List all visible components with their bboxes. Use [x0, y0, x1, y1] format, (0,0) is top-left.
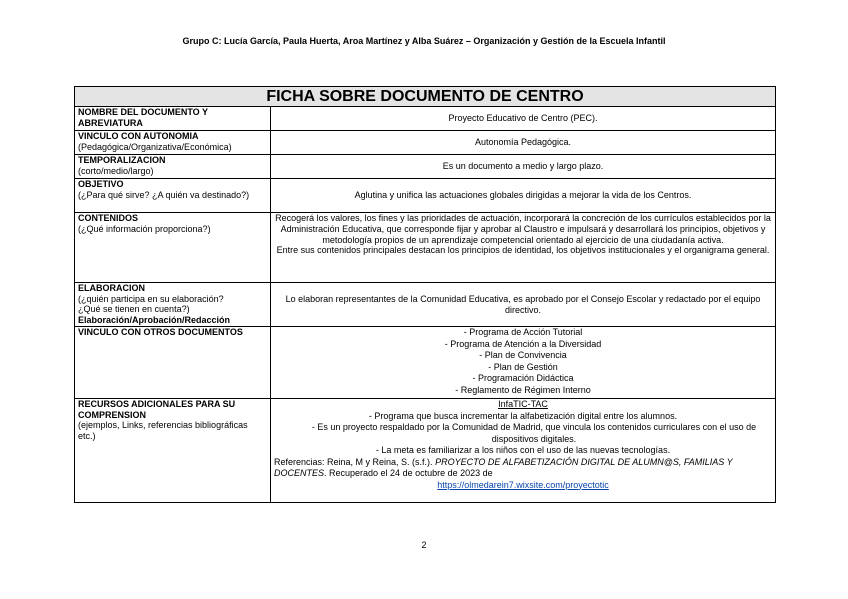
temporalizacion-sub: (corto/medio/largo)	[78, 165, 154, 176]
document-card-table	[74, 86, 776, 503]
page-header: Grupo C: Lucía García, Paula Huerta, Aroa Martínez y Alba Suárez – Organización y Gestión de la Escuela Infantil	[182, 36, 666, 46]
contenidos-label-cell	[75, 213, 271, 283]
elaboracion-sub-2: ¿Qué se tienen en cuenta?)	[78, 304, 190, 314]
table-title: FICHA SOBRE DOCUMENTO DE CENTRO	[75, 87, 776, 107]
recursos-reference	[274, 457, 772, 480]
objetivo-sub: (¿Para qué sirve? ¿A quién va destinado?)	[78, 189, 250, 200]
elaboracion-label-cell	[75, 283, 271, 327]
page-number: 2	[421, 540, 427, 550]
otros-label-cell	[75, 327, 271, 399]
contenidos-sub: (¿Qué información proporciona?)	[78, 223, 211, 234]
recursos-bullet-2: - Es un proyecto respaldado por la Comunidad de Madrid, que vincula los contenidos curriculares con el uso de dispositivos digitales.	[311, 422, 757, 444]
nombre-value: Proyecto Educativo de Centro (PEC).	[271, 107, 776, 131]
recursos-label: RECURSOS ADICIONALES PARA SU COMPRENSION	[78, 399, 236, 420]
contenidos-paragraph-1: Recogerá los valores, los fines y las prioridades de actuación, incorporará la concreción de los currículos establecidos por la Administración Educativa, que corresponde fijar y aprobar al Claustro e impulsará y desarrollará los principios, objetivos y metodología propios de un aprendizaje competencial orientado al ejercicio de una ciudadanía activa.	[275, 213, 771, 245]
list-item: - Programa de Atención a la Diversidad	[444, 338, 602, 349]
nombre-label: NOMBRE DEL DOCUMENTO Y ABREVIATURA	[78, 107, 208, 128]
otros-label: VINCULO CON OTROS DOCUMENTOS	[78, 327, 243, 337]
recursos-value-cell	[271, 399, 776, 503]
reference-title: PROYECTO DE ALFABETIZACIÓN DIGITAL DE ALUMN@S, FAMILIAS Y DOCENTES	[274, 456, 733, 478]
vinculo-sub: (Pedagógica/Organizativa/Económica)	[78, 141, 232, 152]
temporalizacion-label: TEMPORALIZACION	[78, 155, 166, 165]
list-item: - Programación Didáctica	[472, 373, 574, 383]
objetivo-label-cell	[75, 179, 271, 213]
elaboracion-value: Lo elaboran representantes de la Comunidad Educativa, es aprobado por el Consejo Escolar y redactado por el equipo directivo.	[271, 283, 776, 327]
contenidos-label: CONTENIDOS	[78, 213, 139, 223]
temporalizacion-value: Es un documento a medio y largo plazo.	[271, 155, 776, 179]
reference-prefix: Referencias: Reina, M y Reina, S. (s.f.).	[274, 456, 436, 467]
reference-suffix: . Recuperado el 24 de octubre de 2023 de	[324, 468, 493, 478]
elaboracion-label-2: Elaboración/Aprobación/Redacción	[78, 314, 231, 325]
vinculo-label-cell	[75, 131, 271, 155]
vinculo-value: Autonomía Pedagógica.	[271, 131, 776, 155]
elaboracion-sub-1: (¿quién participa en su elaboración?	[78, 293, 224, 304]
elaboracion-label: ELABORACION	[78, 283, 145, 293]
list-item: - Programa de Acción Tutorial	[463, 327, 583, 337]
recursos-bullet-3: - La meta es familiarizar a los niños con el uso de las nuevas tecnologías.	[375, 445, 671, 455]
objetivo-label: OBJETIVO	[78, 179, 124, 189]
otros-list	[271, 327, 776, 399]
list-item: - Reglamento de Régimen Interno	[455, 384, 591, 395]
recursos-bullet-1: - Programa que busca incrementar la alfabetización digital entre los alumnos.	[368, 410, 678, 421]
vinculo-label: VINCULO CON AUTONOMIA	[78, 131, 199, 141]
nombre-label-cell	[75, 107, 271, 131]
objetivo-value: Aglutina y unifica las actuaciones globales dirigidas a mejorar la vida de los Centros.	[271, 179, 776, 213]
reference-link[interactable]: https://olmedarein7.wixsite.com/proyectotic	[437, 479, 609, 490]
contenidos-paragraph-2: Entre sus contenidos principales destacan los principios de identidad, los objetivos institucionales y el organigrama general.	[276, 245, 770, 256]
recursos-sub: (ejemplos, Links, referencias bibliográficas etc.)	[78, 420, 248, 441]
list-item: - Plan de Gestión	[488, 361, 558, 372]
list-item: - Plan de Convivencia	[479, 350, 567, 360]
contenidos-value-cell	[271, 213, 776, 283]
temporalizacion-label-cell	[75, 155, 271, 179]
recursos-heading: InfaTIC-TAC	[498, 399, 548, 409]
recursos-label-cell	[75, 399, 271, 503]
